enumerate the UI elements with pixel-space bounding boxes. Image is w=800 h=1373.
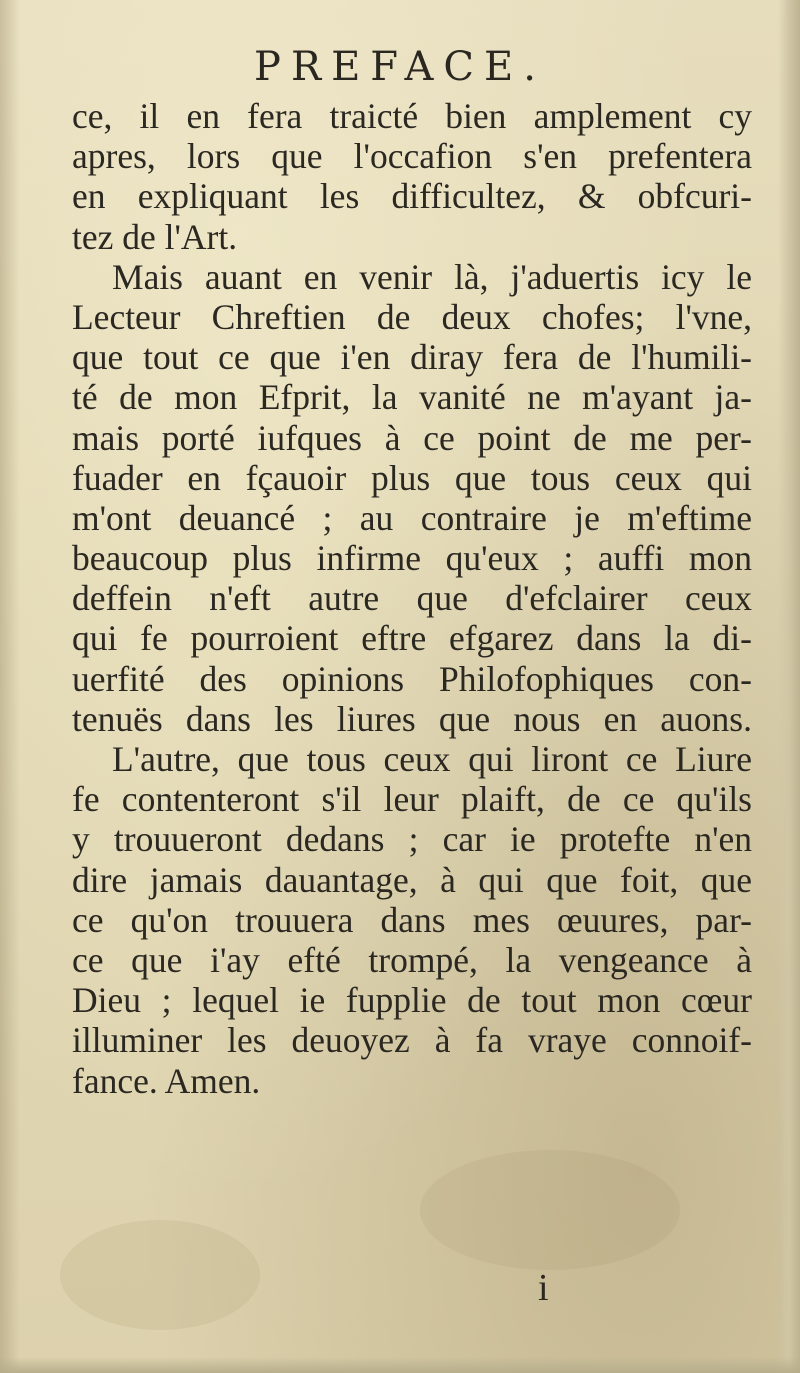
- text-line: ce, il en fera traicté bien amplement cy: [72, 96, 752, 136]
- page-gutter-shadow: [0, 0, 20, 1373]
- text-line: Lecteur Chreftien de deux chofes; l'vne,: [72, 296, 752, 337]
- text-line: fe contenteront s'il leur plaift, de ce qu'ils: [72, 779, 752, 820]
- paper-stain: [420, 1150, 680, 1270]
- text-line: L'autre, que tous ceux qui liront ce Liure: [112, 739, 752, 779]
- text-line: que tout ce que i'en diray fera de l'humili-: [72, 337, 752, 378]
- text-line: m'ont deuancé ; au contraire je m'eftime: [72, 497, 752, 538]
- text-line: mais porté iufques à ce point de me per-: [72, 417, 752, 458]
- text-line: en expliquant les difficultez, & obfcuri-: [72, 176, 752, 217]
- text-line: qui fe pourroient eftre efgarez dans la di-: [72, 618, 752, 659]
- page-edge: [0, 1357, 800, 1373]
- text-line: ce qu'on trouuera dans mes œuures, par-: [72, 899, 752, 940]
- text-line: té de mon Efprit, la vanité ne m'ayant ja-: [72, 377, 752, 418]
- paper-stain: [60, 1220, 260, 1330]
- text-line: Mais auant en venir là, j'aduertis icy le: [112, 256, 752, 297]
- signature-mark: i: [538, 1267, 549, 1309]
- text-line: uerfité des opinions Philofophiques con-: [72, 658, 752, 699]
- text-line: beaucoup plus infirme qu'eux ; auffi mon: [72, 538, 752, 579]
- text-line: illuminer les deuoyez à fa vraye connoif-: [72, 1020, 752, 1061]
- text-line: tez de l'Art.: [72, 216, 238, 257]
- text-line: ce que i'ay efté trompé, la vengeance à: [72, 939, 752, 980]
- text-line: y trouueront dedans ; car ie protefte n'en: [72, 819, 752, 860]
- text-line: fuader en fçauoir plus que tous ceux qui: [72, 457, 752, 498]
- text-line: fance. Amen.: [72, 1060, 261, 1101]
- page-heading: PREFACE.: [254, 44, 546, 90]
- text-line: deffein n'eft autre que d'efclairer ceux: [72, 578, 752, 619]
- preface-text: [72, 96, 752, 1101]
- text-line: dire jamais dauantage, à qui que foit, que: [72, 859, 752, 900]
- text-line: Dieu ; lequel ie fupplie de tout mon cœur: [72, 980, 752, 1021]
- text-line: tenuës dans les liures que nous en auons.: [72, 698, 752, 739]
- page-edge: [778, 0, 800, 1373]
- text-line: apres, lors que l'occafion s'en prefentera: [72, 136, 752, 177]
